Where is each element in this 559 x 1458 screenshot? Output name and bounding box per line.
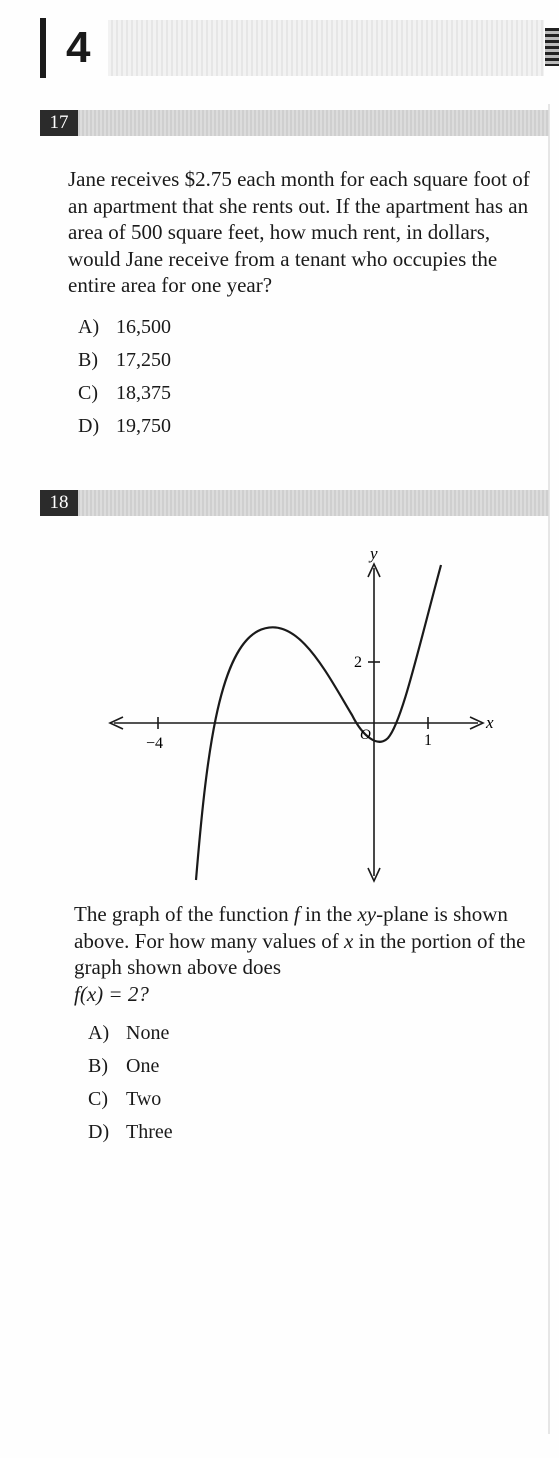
choice-text: Two: [126, 1088, 162, 1110]
choice-letter: A): [88, 1022, 110, 1044]
x-tick-label-1: 1: [424, 732, 432, 749]
q18-choice-d[interactable]: [88, 1116, 173, 1149]
choice-text: One: [126, 1055, 160, 1077]
choice-letter: B): [78, 349, 98, 371]
q18-number: 18: [40, 490, 78, 516]
choice-text: 18,375: [116, 382, 171, 404]
x-tick-label-neg4: −4: [146, 735, 164, 752]
choice-text: Three: [126, 1121, 173, 1143]
x-axis-label: x: [486, 713, 494, 732]
choice-letter: D): [78, 415, 100, 437]
q18-choice-a[interactable]: [88, 1017, 173, 1050]
q17-stem: Jane receives $2.75 each month for each square foot of an apartment that she rents out. If the apartment has an area of 500 square feet, how much rent, in dollars, would Jane receive from a tenant who occupies the entire area for one year?: [68, 167, 530, 298]
stem-text: in the: [299, 902, 358, 926]
choice-text: 16,500: [116, 316, 171, 338]
q18-choice-c[interactable]: [88, 1083, 173, 1116]
equation: f(x) = 2?: [74, 981, 149, 1006]
y-tick-label-2: 2: [354, 654, 362, 671]
x-symbol: x: [344, 928, 354, 953]
choice-text: None: [126, 1022, 170, 1044]
choice-letter: C): [78, 382, 98, 404]
stem-text: The graph of the function: [74, 902, 294, 926]
choice-text: 19,750: [116, 415, 171, 437]
q18-stem: [74, 901, 526, 1007]
section-number: 4: [66, 23, 91, 72]
choice-letter: B): [88, 1055, 108, 1077]
choice-letter: C): [88, 1088, 108, 1110]
origin-label: O: [360, 727, 371, 743]
choice-letter: A): [78, 316, 100, 338]
stem-text: -plane is shown above. For how many values of: [74, 902, 508, 953]
function-symbol: f: [293, 902, 300, 926]
choice-letter: D): [88, 1121, 110, 1143]
choice-text: 17,250: [116, 349, 171, 371]
y-axis-label: y: [370, 544, 378, 563]
q18-choices: [88, 1017, 173, 1149]
xy-symbol: xy: [357, 902, 377, 926]
q17-number: 17: [40, 110, 78, 136]
q18-choice-b[interactable]: [88, 1050, 173, 1083]
stem-text: in the portion of the graph shown above does: [74, 928, 526, 980]
